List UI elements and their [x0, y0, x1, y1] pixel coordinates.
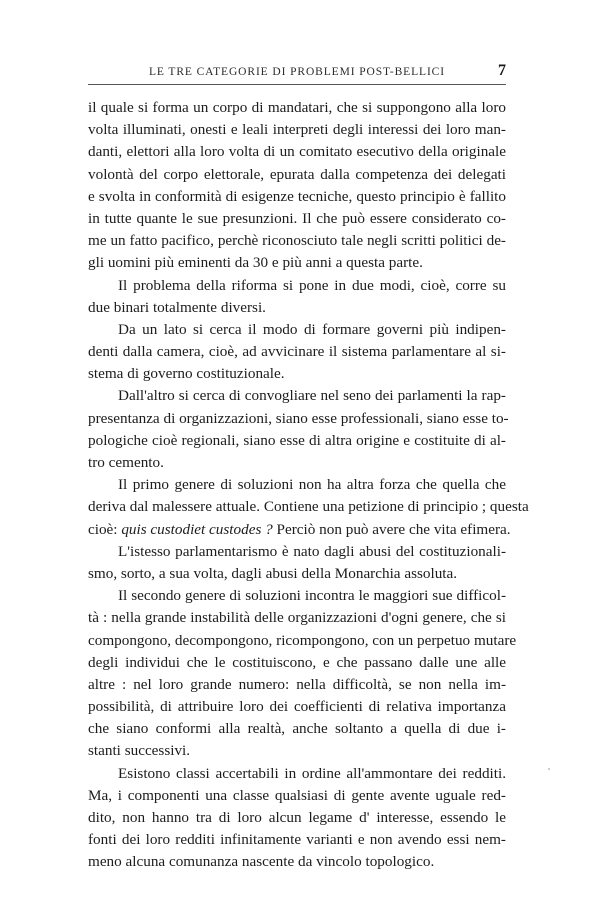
text-line: Da un lato si cerca il modo di formare governi più indipen-	[118, 320, 506, 338]
text-line: Dall'altro si cerca di convogliare nel seno dei parlamenti la rap-	[118, 387, 506, 405]
text-line: il quale si forma un corpo di mandatari, che si suppongono alla loro	[88, 99, 506, 116]
text-line: volta illuminati, onesti e leali interpreti degli interessi dei loro man-	[88, 121, 506, 139]
paragraph	[88, 319, 506, 386]
text-line: tà : nella grande instabilità delle organizzazioni d'ogni genere, che si	[88, 609, 506, 627]
text-run: Perciò non può avere che vita efimera.	[272, 520, 511, 538]
text-line: degli individui che le costituiscono, e che passano dalle une alle	[88, 653, 506, 671]
running-head	[88, 63, 506, 85]
text-line: presentanza di organizzazioni, siano esse professionali, siano esse to-	[88, 409, 509, 427]
text-line: compongono, decompongono, ricompongono, con un perpetuo mutare	[88, 631, 517, 649]
text-line: me un fatto pacifico, perchè riconosciuto tale negli scritti politici de-	[88, 232, 506, 250]
body-text	[88, 97, 529, 874]
text-line: stanti successivi.	[88, 742, 191, 760]
paragraph	[88, 97, 506, 275]
paragraph	[88, 474, 529, 541]
paragraph	[88, 385, 509, 474]
text-line: che siano conformi alla realtà, anche soltanto a quella di due i-	[88, 720, 506, 738]
text-line: fonti dei loro redditi infinitamente varianti e non avendo essi nem-	[88, 831, 506, 849]
text-line: meno alcuna comunanza nascente da vincolo topologico.	[88, 853, 435, 871]
text-line: e svolta in conformità di esigenze tecniche, questo principio è fallito	[88, 187, 506, 205]
running-title: LE TRE CATEGORIE DI PROBLEMI POST-BELLICI	[149, 66, 445, 78]
text-line: possibilità, di attribuire loro dei coefficienti di relativa importanza	[88, 698, 506, 716]
text-line: altre : nel loro grande numero: nella difficoltà, se non nella im-	[88, 675, 506, 693]
text-line: Il problema della riforma si pone in due modi, cioè, corre su	[118, 276, 506, 294]
text-line: in tutte quante le sue presunzioni. Il che può essere considerato co-	[88, 209, 506, 227]
text-run: cioè:	[88, 520, 122, 538]
text-line: deriva dal malessere attuale. Contiene una petizione di principio ; questa	[88, 498, 529, 516]
text-line: tro cemento.	[88, 454, 164, 471]
text-line: Ma, i componenti una classe qualsiasi di gente avente uguale red-	[88, 786, 506, 804]
paragraph	[88, 275, 506, 319]
text-line: L'istesso parlamentarismo è nato dagli abusi del costituzionali-	[118, 542, 506, 560]
text-line-with-italic	[88, 519, 511, 541]
paper-speck	[548, 768, 550, 770]
text-line: Esistono classi accertabili in ordine all'ammontare dei redditi.	[118, 764, 506, 782]
text-line: stema di governo costituzionale.	[88, 365, 285, 383]
paragraph	[88, 585, 517, 763]
text-line: smo, sorto, a sua volta, dagli abusi della Monarchia assoluta.	[88, 564, 458, 582]
text-line: Il primo genere di soluzioni non ha altra forza che quella che	[118, 476, 506, 494]
text-line: danti, elettori alla loro volta di un comitato esecutivo della originale	[88, 143, 506, 161]
text-line: dito, non hanno tra di loro alcun legame d' interesse, essendo le	[88, 809, 506, 826]
text-line: denti dalla camera, cioè, ad avvicinare il sistema parlamentare al si-	[88, 343, 506, 361]
latin-quote: quis custodiet custodes ?	[121, 520, 273, 538]
paragraph	[88, 763, 506, 874]
paragraph	[88, 541, 506, 585]
header-rule	[88, 84, 506, 85]
text-line: pologiche cioè regionali, siano esse di altra origine e costituite di al-	[88, 431, 506, 449]
text-line: gli uomini più eminenti da 30 e più anni a questa parte.	[88, 254, 423, 272]
text-line: due binari totalmente diversi.	[88, 298, 266, 316]
page-number: 7	[498, 62, 506, 79]
text-line: volontà del corpo elettorale, epurata dalla competenza dei delegati	[88, 165, 506, 183]
text-line: Il secondo genere di soluzioni incontra le maggiori sue difficol-	[118, 587, 506, 605]
